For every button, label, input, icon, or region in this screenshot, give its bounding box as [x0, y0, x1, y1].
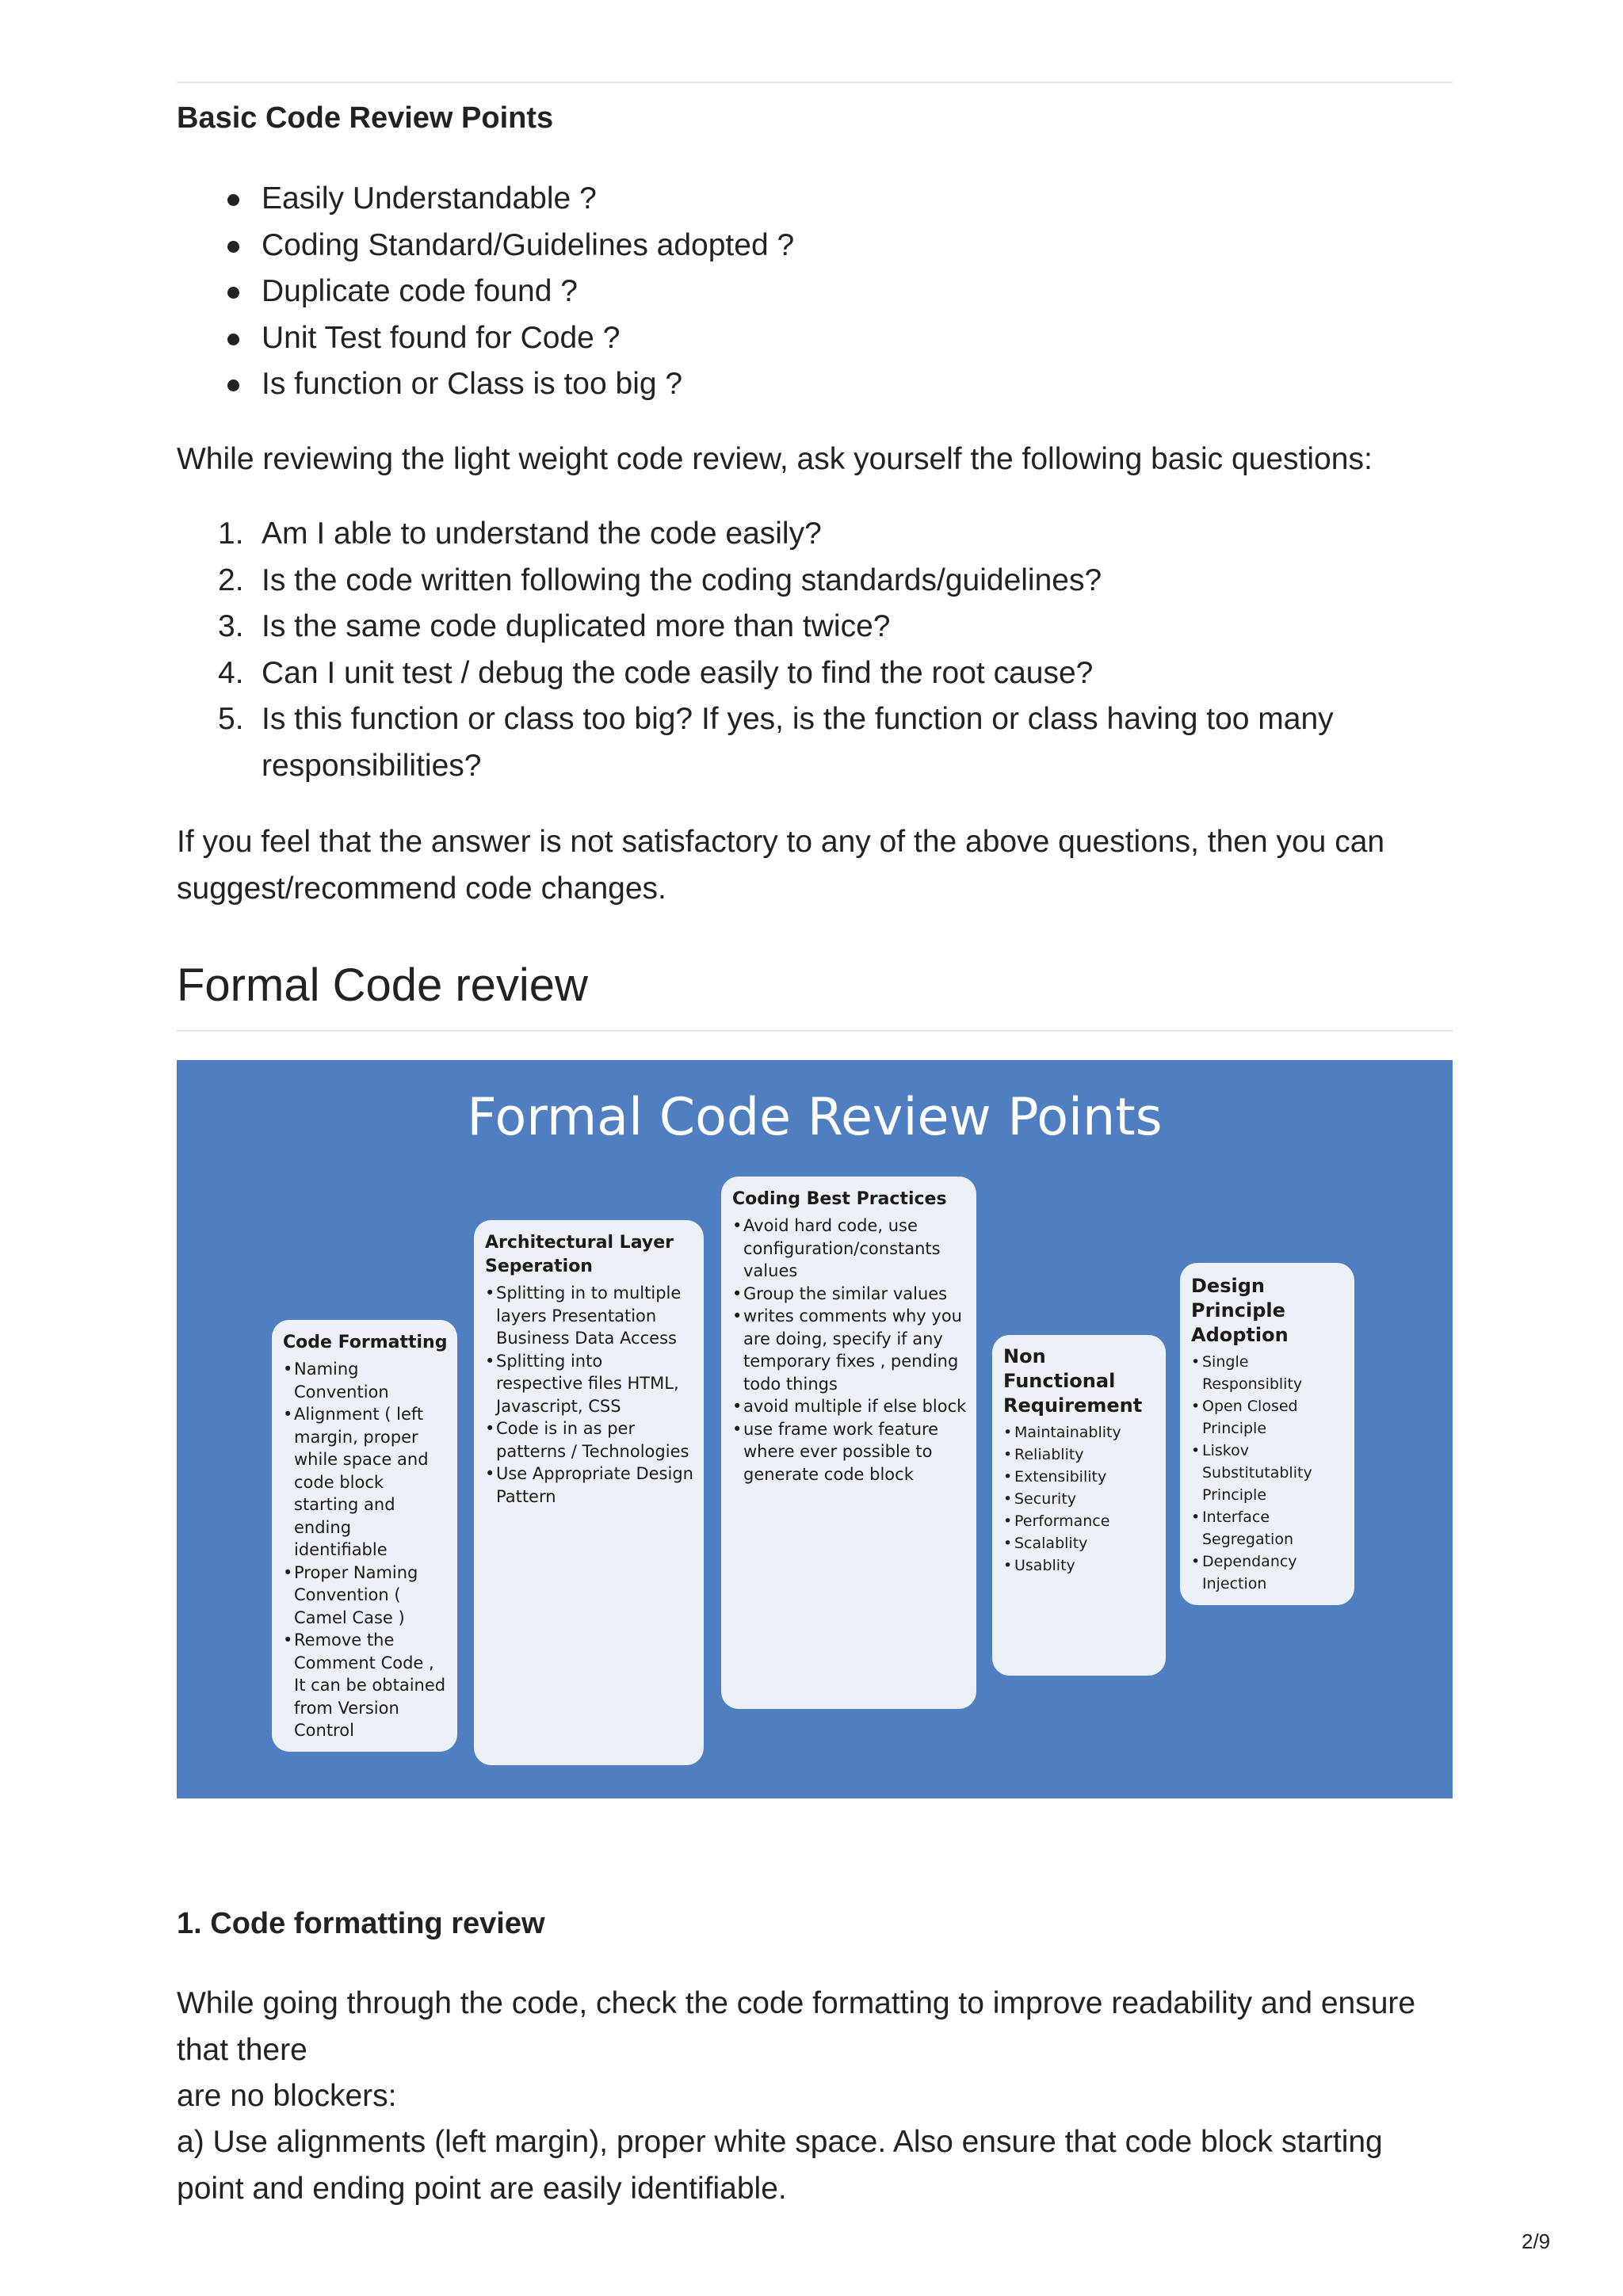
card-architectural-layer	[474, 1220, 704, 1765]
intro-paragraph: While reviewing the light weight code review, ask yourself the following basic questions:	[177, 442, 1373, 476]
list-item	[177, 511, 1413, 558]
card-item: • Interface Segregation	[1191, 1506, 1345, 1550]
list-item: Unit Test found for Code ?	[177, 315, 794, 362]
card-list	[485, 1282, 694, 1508]
card-code-formatting	[272, 1320, 457, 1752]
card-item: • Performance	[1003, 1510, 1156, 1532]
item-number: 2.	[218, 563, 244, 597]
card-item: • Group the similar values	[732, 1283, 967, 1306]
card-item: • Reliablity	[1003, 1444, 1156, 1466]
card-title: Design Principle Adoption	[1191, 1275, 1289, 1346]
formatting-paragraph: While going through the code, check the code formatting to improve readability and ensure that there	[177, 1986, 1416, 2067]
card-title: Non Functional Requirement	[1003, 1345, 1143, 1417]
item-text: Is the same code duplicated more than twice?	[262, 609, 891, 643]
conclusion-paragraph: If you feel that the answer is not satisfactory to any of the above questions, then you can suggest/recommend code changes.	[177, 825, 1385, 906]
formatting-line: are no blockers:	[177, 2079, 397, 2113]
card-title: Coding Best Practices	[732, 1189, 947, 1209]
card-item: • Security	[1003, 1488, 1156, 1510]
card-title: Architectural Layer Seperation	[485, 1233, 674, 1276]
list-item: Coding Standard/Guidelines adopted ?	[177, 223, 794, 269]
item-text: Can I unit test / debug the code easily to find the root cause?	[262, 655, 1094, 690]
figure-title: Formal Code Review Points	[467, 1088, 1163, 1147]
card-list	[732, 1215, 967, 1486]
card-item: • avoid multiple if else block	[732, 1395, 967, 1418]
card-item: • Maintainablity	[1003, 1421, 1156, 1444]
card-item: • Single Responsiblity	[1191, 1351, 1345, 1395]
card-item: • Liskov Substitutablity Principle	[1191, 1440, 1345, 1506]
card-item: • Dependancy Injection	[1191, 1550, 1345, 1595]
card-item: • writes comments why you are doing, specify if any temporary fixes , pending todo things	[732, 1305, 967, 1395]
item-number: 1.	[218, 517, 244, 551]
item-text: Am I able to understand the code easily?	[262, 517, 822, 551]
formal-review-figure	[177, 1060, 1453, 1798]
item-text: Is the code written following the coding standards/guidelines?	[262, 563, 1102, 597]
card-item: • Splitting into respective files HTML, Javascript, CSS	[485, 1350, 694, 1418]
questions-list	[177, 511, 1413, 789]
top-divider	[177, 82, 1453, 83]
card-list	[283, 1358, 448, 1742]
list-item	[177, 696, 1413, 789]
card-item: • Naming Convention	[283, 1358, 448, 1403]
list-item	[177, 558, 1413, 605]
item-number: 5.	[218, 702, 244, 736]
basic-review-heading: Basic Code Review Points	[177, 101, 554, 135]
card-item: • Scalablity	[1003, 1532, 1156, 1554]
card-item: • Avoid hard code, use configuration/constants values	[732, 1215, 967, 1283]
card-item: • Use Appropriate Design Pattern	[485, 1463, 694, 1508]
item-number: 4.	[218, 655, 244, 690]
card-item: • use frame work feature where ever possible to generate code block	[732, 1418, 967, 1486]
card-item: • Extensibility	[1003, 1466, 1156, 1488]
card-item: • Open Closed Principle	[1191, 1395, 1345, 1440]
list-item: Easily Understandable ?	[177, 176, 794, 223]
list-item	[177, 604, 1413, 650]
card-coding-best-practices	[721, 1177, 976, 1709]
list-item	[177, 650, 1413, 697]
card-item: • Remove the Comment Code , It can be obtained from Version Control	[283, 1629, 448, 1742]
formal-review-heading: Formal Code review	[177, 959, 588, 1011]
card-list	[1191, 1351, 1345, 1595]
list-item: Duplicate code found ?	[177, 269, 794, 315]
card-design-principle-adoption	[1180, 1263, 1354, 1605]
code-formatting-heading: 1. Code formatting review	[177, 1907, 545, 1940]
card-item: • Splitting in to multiple layers Presentation Business Data Access	[485, 1282, 694, 1350]
formatting-line: a) Use alignments (left margin), proper white space. Also ensure that code block starting point and ending point are easily identifiable.	[177, 2125, 1383, 2206]
card-item: • Alignment ( left margin, proper while space and code block starting and ending identifiable	[283, 1403, 448, 1562]
card-item: • Usablity	[1003, 1554, 1156, 1577]
page-number: 2/9	[1522, 2229, 1551, 2253]
list-item: Is function or Class is too big ?	[177, 361, 794, 408]
card-item: • Proper Naming Convention ( Camel Case )	[283, 1562, 448, 1630]
basic-points-list	[177, 176, 794, 408]
card-title: Code Formatting	[283, 1333, 448, 1352]
card-list	[1003, 1421, 1156, 1577]
card-non-functional-requirement	[992, 1335, 1166, 1676]
card-item: • Code is in as per patterns / Technologies	[485, 1417, 694, 1463]
item-number: 3.	[218, 609, 244, 643]
item-text: Is this function or class too big? If yes, is the function or class having too many responsibilities?	[262, 702, 1334, 783]
section-divider	[177, 1030, 1453, 1032]
